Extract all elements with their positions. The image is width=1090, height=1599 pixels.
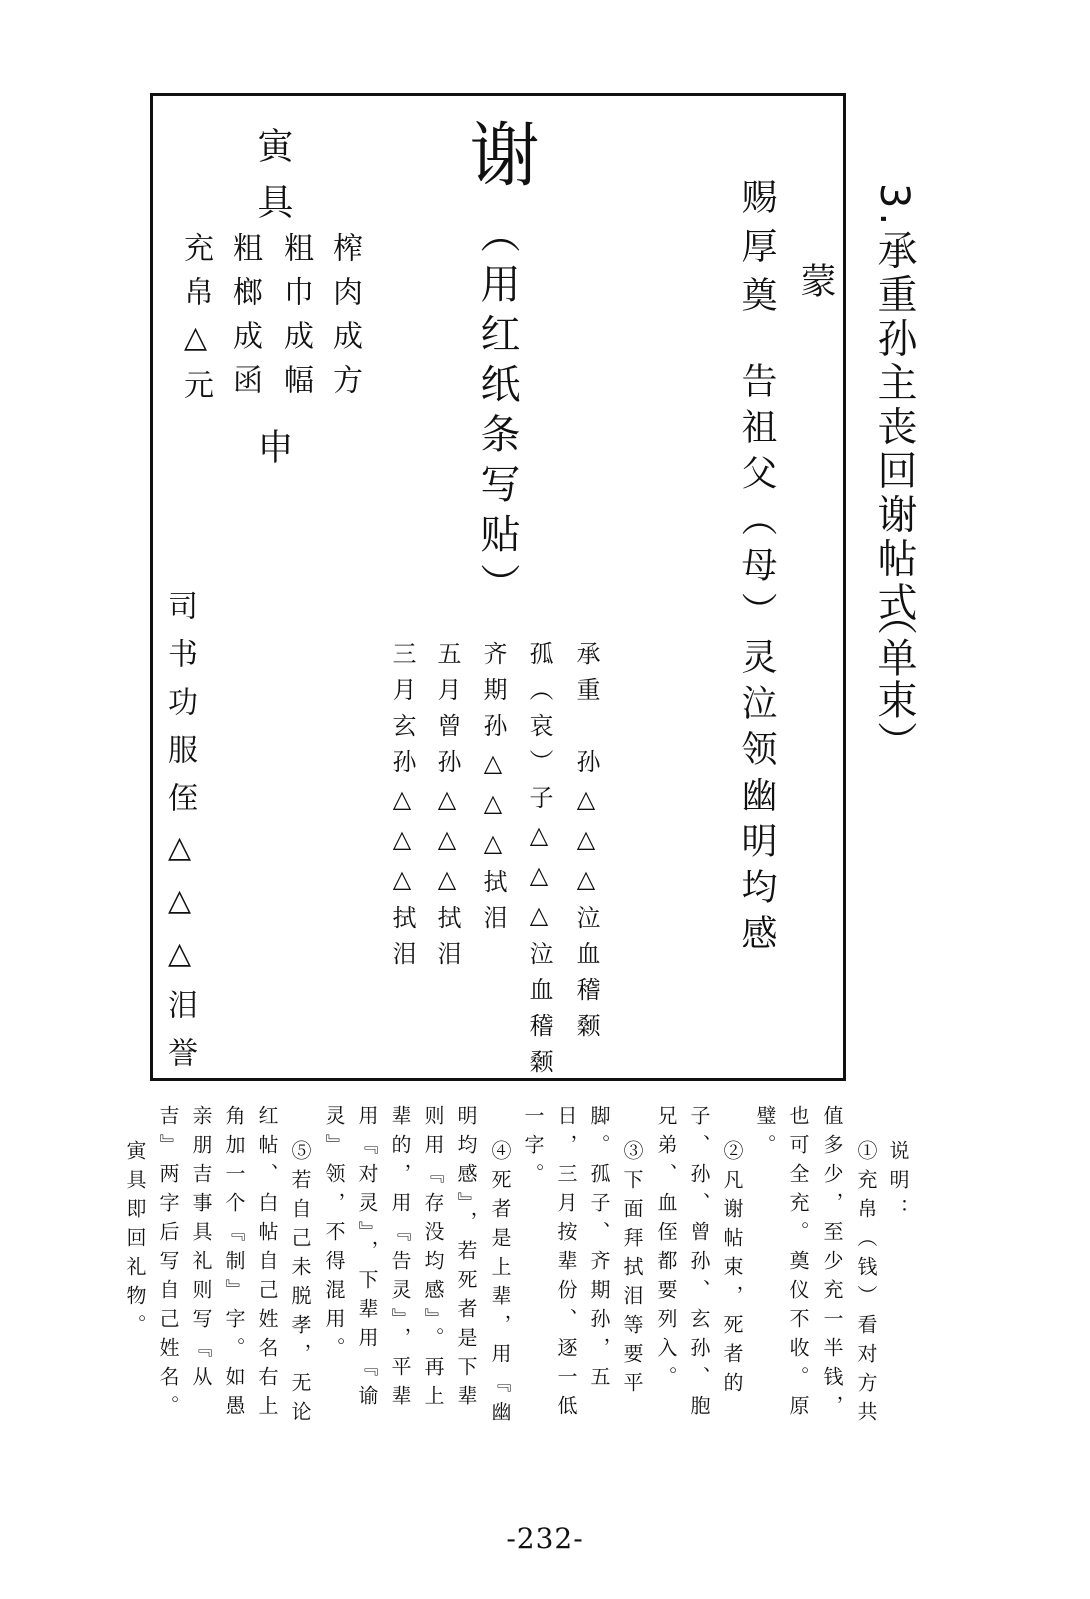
mourner-line-2: 孤（哀）子△△△泣血稽颡 [525, 641, 553, 1085]
card-shen: 申 [252, 428, 293, 477]
note-line: 兄弟、血侄都要列入。 [654, 1105, 678, 1395]
card-gao: 告祖父（母）灵泣领幽明均感 [736, 362, 777, 960]
note-line: 也可全充。奠仪不收。原 [786, 1105, 810, 1424]
mourner-line-4: 五月曾孙△△△拭泪 [433, 641, 461, 977]
note-line: 日，三月按辈份、逐一低 [554, 1105, 578, 1424]
note-line: ②凡谢帖束，死者的 [720, 1140, 744, 1401]
note-line: 寅具即回礼物。 [123, 1140, 147, 1343]
card-item-3: 粗榔成函 [227, 232, 262, 408]
note-line: 用『对灵』，下辈用『谕 [355, 1105, 379, 1414]
mourner-line-5: 三月玄孙△△△拭泪 [388, 641, 416, 977]
card-item-4: 充帛△元 [178, 232, 213, 413]
mourner-line-3: 齐期孙△△△拭泪 [479, 641, 507, 941]
note-line: 明均感』，若死者是下辈 [454, 1105, 478, 1414]
note-line: 说明： [886, 1140, 910, 1227]
note-line: ④死者是上辈，用『幽 [488, 1140, 512, 1430]
note-line: 红帖、白帖自己姓名右上 [255, 1105, 279, 1424]
card-heading-xie: 谢 [458, 118, 540, 188]
note-line: 脚。孤子、齐期孙，五 [587, 1105, 611, 1395]
section-title-paren: （单束） [871, 595, 917, 763]
card-item-2: 粗巾成幅 [278, 232, 313, 408]
card-heading-note: （用红纸条写贴） [474, 213, 520, 613]
note-line: 亲朋吉事具礼则写『从 [189, 1105, 213, 1395]
note-line: 辈的，用『告灵』，平辈 [388, 1105, 412, 1414]
card-signer: 司书功服侄△△△泪誉 [162, 590, 197, 1085]
note-line: ①充帛（钱）看对方共 [854, 1140, 878, 1430]
section-title: 3.承重孙主丧回谢帖式 [871, 183, 917, 626]
mourner-line-1: 承重 孙△△△泣血稽颡 [572, 641, 600, 1049]
card-meng: 蒙 [795, 262, 836, 311]
note-line: 灵』领，不得混用。 [322, 1105, 346, 1366]
page-number: -232- [506, 1522, 584, 1555]
card-ju: 具 [252, 183, 293, 232]
note-line: 子、孙、曾孙、玄孙、胞 [687, 1105, 711, 1424]
note-line: 吉』两字后写自己姓名。 [156, 1105, 180, 1424]
note-line: 角加一个『制』字。如愚 [222, 1105, 246, 1424]
note-line: 则用『存没均感』。再上 [421, 1105, 445, 1414]
note-line: 一字。 [521, 1105, 545, 1192]
note-line: ⑤若自己未脱孝，无论 [288, 1140, 312, 1430]
card-ci: 赐厚奠 [736, 178, 777, 325]
note-line: 璧。 [753, 1105, 777, 1163]
card-item-1: 榨肉成方 [327, 232, 362, 408]
note-line: 值多少，至少充一半钱， [820, 1105, 844, 1424]
card-yin: 寅 [252, 127, 293, 176]
note-line: ③下面拜拭泪等要平 [620, 1140, 644, 1401]
